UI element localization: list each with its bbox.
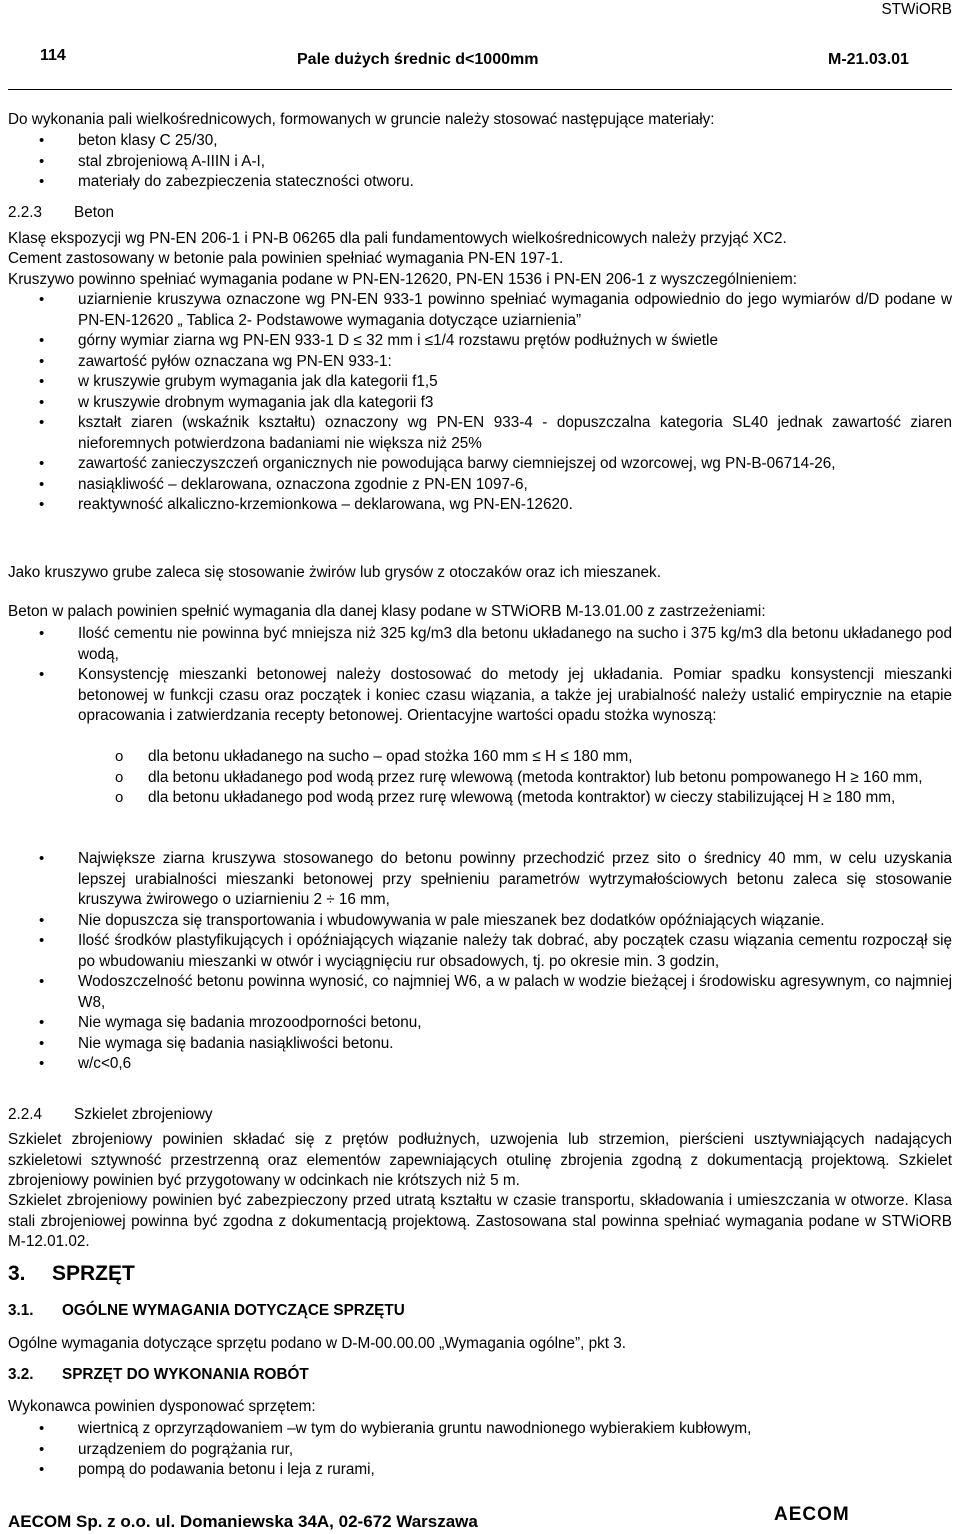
header-rule [8, 89, 952, 90]
list-item: • Nie wymaga się badania mrozoodporności betonu, [0, 1013, 952, 1034]
paragraph: Jako kruszywo grube zaleca się stosowanie żwirów lub grysów z otoczaków oraz ich mieszanek. [8, 564, 661, 581]
list-item: • Ilość cementu nie powinna być mniejsza niż 325 kg/m3 dla betonu układanego na sucho i 375 kg/m3 dla betonu układanego pod wodą, [0, 624, 952, 665]
brand-label: STWiORB [881, 1, 952, 18]
footer-company: AECOM Sp. z o.o. ul. Domaniewska 34A, 02-672 Warszawa [8, 1512, 478, 1531]
aecom-logo [774, 1503, 884, 1523]
paragraph: Beton w palach powinien spełnić wymagania dla danej klasy podane w STWiORB M-13.01.00 z zastrzeżeniami: [8, 603, 766, 620]
list-item: • stal zbrojeniową A-IIIN i A-I, [0, 152, 952, 173]
list-item: • zawartość zanieczyszczeń organicznych nie powodująca barwy ciemniejszej od wzorcowej, wg PN-B-06714-26, [0, 454, 952, 475]
section-title: SPRZĘT DO WYKONANIA ROBÓT [62, 1366, 309, 1383]
paragraph: Ogólne wymagania dotyczące sprzętu podano w D-M-00.00.00 „Wymagania ogólne”, pkt 3. [8, 1335, 627, 1352]
slump-list [0, 747, 952, 809]
list-item: • Ilość środków plastyfikujących i opóźniających wiązanie należy tak dobrać, aby początek czasu wiązania cementu rozpoczął się po wbudowaniu mieszanki w otwór i wyciągnięciu rur obsadowych, tj. po okresie min. 3 godzin, [0, 931, 952, 972]
kruszywo-list [0, 290, 952, 516]
chapter-title: SPRZĘT [52, 1262, 135, 1285]
section-title: Szkielet zbrojeniowy [74, 1106, 213, 1123]
document-code: M-21.03.01 [828, 51, 909, 68]
list-item: • Największe ziarna kruszywa stosowanego do betonu powinny przechodzić przez sito o średnicy 40 mm, w celu uzyskania lepszej urabialności mieszanki betonowej przy spełnieniu parametrów wytrzymałościowych betonu zaleca się stosowanie kruszywa żwirowego o uziarnieniu 2 ÷ 16 mm, [0, 849, 952, 911]
section-number: 3.2. [8, 1366, 34, 1383]
list-item: • nasiąkliwość – deklarowana, oznaczona zgodnie z PN-EN 1097-6, [0, 475, 952, 496]
list-item: o dla betonu układanego pod wodą przez rurę wlewową (metoda kontraktor) w cieczy stabilizującej H ≥ 180 mm, [0, 788, 952, 809]
list-item: • Konsystencję mieszanki betonowej należy dostosować do metody jej układania. Pomiar spadku konsystencji mieszanki betonowej w funkcji czasu oraz początek i koniec czasu wiązania, a także jej urabialność należy ustalić empirycznie na etapie opracowania i zatwierdzania recepty betonowej. Orientacyjne wartości opadu stożka wynoszą: [0, 665, 952, 727]
section-number: 3.1. [8, 1302, 34, 1319]
page-title: Pale dużych średnic d<1000mm [297, 51, 539, 68]
section-title: OGÓLNE WYMAGANIA DOTYCZĄCE SPRZĘTU [62, 1302, 405, 1319]
paragraph: Wykonawca powinien dysponować sprzętem: [8, 1398, 316, 1415]
list-item: • kształt ziaren (wskaźnik kształtu) oznaczony wg PN-EN 933-4 - dopuszczalna kategoria SL40 jednak zawartość ziaren nieforemnych potwierdzona badaniami nie większa niż 25% [0, 413, 952, 454]
section-title: Beton [74, 204, 114, 221]
paragraph: Klasę ekspozycji wg PN-EN 206-1 i PN-B 06265 dla pali fundamentowych wielkośrednicowych należy przyjąć XC2. [8, 230, 787, 247]
list-item: • pompą do podawania betonu i leja z rurami, [0, 1460, 952, 1481]
section-number: 2.2.3 [8, 204, 43, 221]
paragraph: Kruszywo powinno spełniać wymagania podane w PN-EN-12620, PN-EN 1536 i PN-EN 206-1 z wyszczególnieniem: [8, 271, 798, 288]
paragraph: Cement zastosowany w betonie pala powinien spełniać wymagania PN-EN 197-1. [8, 250, 564, 267]
requirements-list [0, 624, 952, 727]
list-item: • materiały do zabezpieczenia stateczności otworu. [0, 172, 952, 193]
list-item: • górny wymiar ziarna wg PN-EN 933-1 D ≤ 32 mm i ≤1/4 rozstawu prętów podłużnych w świetle [0, 331, 952, 352]
list-item: • Wodoszczelność betonu powinna wynosić, co najmniej W6, a w palach w wodzie bieżącej i środowisku agresywnym, co najmniej W8, [0, 972, 952, 1013]
chapter-number: 3. [8, 1262, 26, 1285]
intro-list [0, 131, 952, 193]
paragraph: Szkielet zbrojeniowy powinien być zabezpieczony przed utratą kształtu w czasie transportu, składowania i umieszczania w otworze. Klasa stali zbrojeniowej powinna być zgodna z dokumentacją projektową. Zastosowana stal powinna spełniać wymagania podane w STWiORB M-12.01.02. [8, 1192, 952, 1250]
paragraph: Szkielet zbrojeniowy powinien składać się z prętów podłużnych, uzwojenia lub strzemion, pierścieni usztywniających nadających szkieletowi sztywność przestrzenną oraz elementów zapewniających otulinę zbrojenia zgodną z dokumentacją projektową. Szkielet zbrojeniowy powinien być przygotowany w odcinkach nie krótszych niż 5 m. [8, 1131, 952, 1189]
list-item: • w/c<0,6 [0, 1054, 952, 1075]
equipment-list [0, 1419, 952, 1481]
list-item: • Nie dopuszcza się transportowania i wbudowywania w pale mieszanek bez dodatków opóźniających wiązanie. [0, 911, 952, 932]
list-item: • uziarnienie kruszywa oznaczone wg PN-EN 933-1 powinno spełniać wymagania odpowiednio do jego wymiarów d/D podane w PN-EN-12620 „ Tablica 2- Podstawowe wymagania dotyczące uziarnienia” [0, 290, 952, 331]
svg-text:AECOM: AECOM [774, 1504, 850, 1523]
intro-text: Do wykonania pali wielkośrednicowych, formowanych w gruncie należy stosować następujące materiały: [8, 111, 715, 128]
list-item: • w kruszywie drobnym wymagania jak dla kategorii f3 [0, 393, 952, 414]
list-item: o dla betonu układanego na sucho – opad stożka 160 mm ≤ H ≤ 180 mm, [0, 747, 952, 768]
requirements-list-2 [0, 849, 952, 1075]
list-item: • Nie wymaga się badania nasiąkliwości betonu. [0, 1034, 952, 1055]
list-item: • reaktywność alkaliczno-krzemionkowa – deklarowana, wg PN-EN-12620. [0, 495, 952, 516]
list-item: • wiertnicą z oprzyrządowaniem –w tym do wybierania gruntu nawodnionego wybierakiem kubłowym, [0, 1419, 952, 1440]
section-number: 2.2.4 [8, 1106, 43, 1123]
list-item: o dla betonu układanego pod wodą przez rurę wlewową (metoda kontraktor) lub betonu pompowanego H ≥ 160 mm, [0, 768, 952, 789]
list-item: • urządzeniem do pogrążania rur, [0, 1440, 952, 1461]
list-item: • beton klasy C 25/30, [0, 131, 952, 152]
list-item: • w kruszywie grubym wymagania jak dla kategorii f1,5 [0, 372, 952, 393]
page-number: 114 [40, 47, 66, 64]
list-item: • zawartość pyłów oznaczana wg PN-EN 933-1: [0, 352, 952, 373]
